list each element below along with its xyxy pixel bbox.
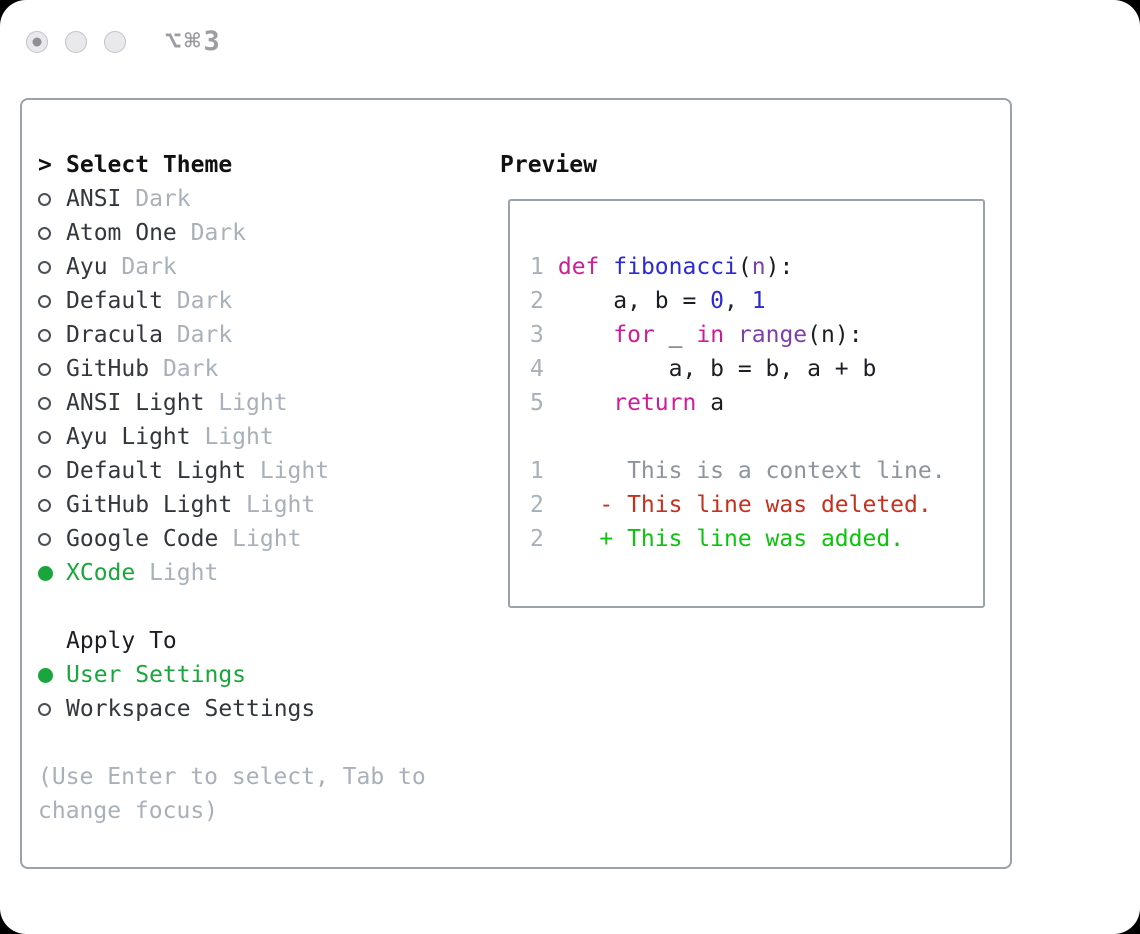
theme-option-dracula[interactable] bbox=[38, 318, 426, 352]
code-line bbox=[530, 454, 983, 488]
apply-option-user-settings[interactable] bbox=[38, 658, 426, 692]
token-plain bbox=[599, 254, 613, 280]
line-content bbox=[544, 254, 793, 280]
token-plain: a, b = bbox=[544, 288, 711, 314]
code-line bbox=[530, 386, 983, 420]
token-plain bbox=[724, 322, 738, 348]
theme-name: GitHub Light bbox=[66, 492, 233, 518]
theme-option-default[interactable] bbox=[38, 284, 426, 318]
code-line bbox=[530, 250, 983, 284]
token-plain bbox=[544, 390, 613, 416]
titlebar bbox=[26, 26, 223, 57]
radio-cell bbox=[38, 465, 66, 478]
token-magenta: return bbox=[613, 390, 697, 416]
preview-code bbox=[510, 201, 983, 556]
token-plain bbox=[544, 322, 613, 348]
theme-option-google-code[interactable] bbox=[38, 522, 426, 556]
radio-selected-icon bbox=[38, 566, 53, 581]
theme-variant: Light bbox=[232, 492, 316, 518]
code-line bbox=[530, 488, 983, 522]
line-number: 1 bbox=[530, 458, 544, 484]
theme-variant: Light bbox=[204, 390, 288, 416]
line-content bbox=[544, 322, 863, 348]
theme-name: ANSI bbox=[66, 186, 122, 212]
theme-name: Ayu bbox=[66, 254, 108, 280]
apply-to-title: Apply To bbox=[66, 628, 177, 654]
select-theme-title: Select Theme bbox=[66, 152, 233, 178]
traffic-lights bbox=[26, 31, 143, 53]
help-text-line2: change focus) bbox=[38, 798, 219, 824]
token-plain bbox=[544, 254, 558, 280]
apply-to-header bbox=[38, 624, 426, 658]
keyboard-shortcut-label: ⌥⌘3 bbox=[165, 26, 223, 57]
apply-option-label: Workspace Settings bbox=[66, 696, 316, 722]
apply-option-label: User Settings bbox=[66, 662, 247, 688]
token-plain: a, b = b, a + b bbox=[544, 356, 877, 382]
theme-option-ayu[interactable] bbox=[38, 250, 426, 284]
theme-list bbox=[38, 182, 426, 590]
theme-name: Google Code bbox=[66, 526, 219, 552]
code-line bbox=[530, 318, 983, 352]
token-plain: a bbox=[696, 390, 725, 416]
radio-icon bbox=[38, 363, 51, 376]
radio-cell bbox=[38, 193, 66, 206]
token-magenta: in bbox=[696, 322, 725, 348]
theme-option-ansi-light[interactable] bbox=[38, 386, 426, 420]
line-number: 2 bbox=[530, 492, 544, 518]
select-theme-header bbox=[38, 148, 426, 182]
line-content bbox=[544, 492, 932, 518]
token-blue: 1 bbox=[751, 288, 766, 314]
token-purple: range bbox=[737, 322, 808, 348]
spacer bbox=[38, 590, 426, 624]
line-number: 2 bbox=[530, 288, 544, 314]
theme-variant: Dark bbox=[162, 322, 233, 348]
radio-cell bbox=[38, 363, 66, 376]
line-number: 1 bbox=[530, 254, 544, 280]
token-plain: ): bbox=[765, 254, 794, 280]
radio-icon bbox=[38, 261, 51, 274]
radio-cell bbox=[38, 533, 66, 546]
theme-variant: Light bbox=[218, 526, 302, 552]
radio-icon bbox=[38, 533, 51, 546]
line-content bbox=[544, 458, 946, 484]
theme-variant: Light bbox=[135, 560, 219, 586]
token-plain: ( bbox=[737, 254, 752, 280]
line-number: 4 bbox=[530, 356, 544, 382]
theme-name: Atom One bbox=[66, 220, 177, 246]
traffic-light-2[interactable] bbox=[65, 31, 87, 53]
radio-cell bbox=[38, 295, 66, 308]
radio-icon bbox=[38, 227, 51, 240]
radio-cell bbox=[38, 668, 66, 683]
line-number: 2 bbox=[530, 526, 544, 552]
theme-option-atom-one[interactable] bbox=[38, 216, 426, 250]
token-context: This is a context line. bbox=[544, 458, 946, 484]
radio-icon bbox=[38, 431, 51, 444]
theme-variant: Dark bbox=[176, 220, 247, 246]
theme-name: ANSI Light bbox=[66, 390, 205, 416]
theme-variant: Dark bbox=[121, 186, 191, 212]
radio-cell bbox=[38, 397, 66, 410]
line-content bbox=[544, 288, 766, 314]
token-blue: 0 bbox=[710, 288, 725, 314]
radio-icon bbox=[38, 499, 51, 512]
token-added: + This line was added. bbox=[544, 526, 905, 552]
line-content bbox=[544, 356, 876, 382]
radio-cell bbox=[38, 703, 66, 716]
radio-cell bbox=[38, 329, 66, 342]
code-line bbox=[530, 352, 983, 386]
radio-icon bbox=[38, 465, 51, 478]
theme-name: GitHub bbox=[66, 356, 150, 382]
traffic-light-3[interactable] bbox=[104, 31, 126, 53]
radio-icon bbox=[38, 295, 51, 308]
token-plain: (n): bbox=[807, 322, 863, 348]
radio-cell bbox=[38, 261, 66, 274]
radio-selected-icon bbox=[38, 668, 53, 683]
theme-option-github-light[interactable] bbox=[38, 488, 426, 522]
radio-icon bbox=[38, 703, 51, 716]
token-deleted: - This line was deleted. bbox=[544, 492, 932, 518]
token-blue: fibonacci bbox=[613, 254, 738, 280]
line-number: 3 bbox=[530, 322, 544, 348]
theme-option-default-light[interactable] bbox=[38, 454, 426, 488]
theme-variant: Light bbox=[246, 458, 330, 484]
theme-variant: Light bbox=[190, 424, 274, 450]
theme-option-github[interactable] bbox=[38, 352, 426, 386]
traffic-light-1[interactable] bbox=[26, 31, 48, 53]
prompt-icon: > bbox=[38, 152, 52, 178]
theme-name: Ayu Light bbox=[66, 424, 191, 450]
apply-to-list bbox=[38, 658, 426, 726]
radio-icon bbox=[38, 193, 51, 206]
blank-line bbox=[530, 420, 983, 454]
theme-name: Default Light bbox=[66, 458, 247, 484]
theme-variant: Dark bbox=[149, 356, 219, 382]
line-number: 5 bbox=[530, 390, 544, 416]
radio-cell bbox=[38, 227, 66, 240]
radio-cell bbox=[38, 499, 66, 512]
apply-option-workspace-settings[interactable] bbox=[38, 692, 426, 726]
preview-box bbox=[508, 199, 985, 608]
radio-cell bbox=[38, 566, 66, 581]
theme-option-xcode[interactable] bbox=[38, 556, 426, 590]
spacer bbox=[38, 726, 426, 760]
code-line bbox=[530, 522, 983, 556]
preview-title: Preview bbox=[500, 152, 597, 178]
token-plain: , bbox=[724, 288, 752, 314]
theme-option-ansi[interactable] bbox=[38, 182, 426, 216]
radio-cell bbox=[38, 431, 66, 444]
theme-variant: Dark bbox=[107, 254, 177, 280]
help-text-line1: (Use Enter to select, Tab to bbox=[38, 764, 426, 790]
theme-option-ayu-light[interactable] bbox=[38, 420, 426, 454]
radio-icon bbox=[38, 397, 51, 410]
code-line bbox=[530, 284, 983, 318]
main-panel bbox=[20, 98, 1012, 869]
line-content bbox=[544, 526, 904, 552]
theme-name: Default bbox=[66, 288, 163, 314]
token-purple: n bbox=[751, 254, 766, 280]
radio-icon bbox=[38, 329, 51, 342]
theme-name: Dracula bbox=[66, 322, 163, 348]
traffic-light-dot-icon bbox=[33, 37, 42, 46]
token-magenta: for bbox=[613, 322, 655, 348]
token-plain: _ bbox=[654, 322, 697, 348]
theme-list-column bbox=[38, 148, 426, 828]
theme-variant: Dark bbox=[162, 288, 233, 314]
theme-name: XCode bbox=[66, 560, 136, 586]
token-magenta: def bbox=[557, 254, 600, 280]
line-content bbox=[544, 390, 724, 416]
